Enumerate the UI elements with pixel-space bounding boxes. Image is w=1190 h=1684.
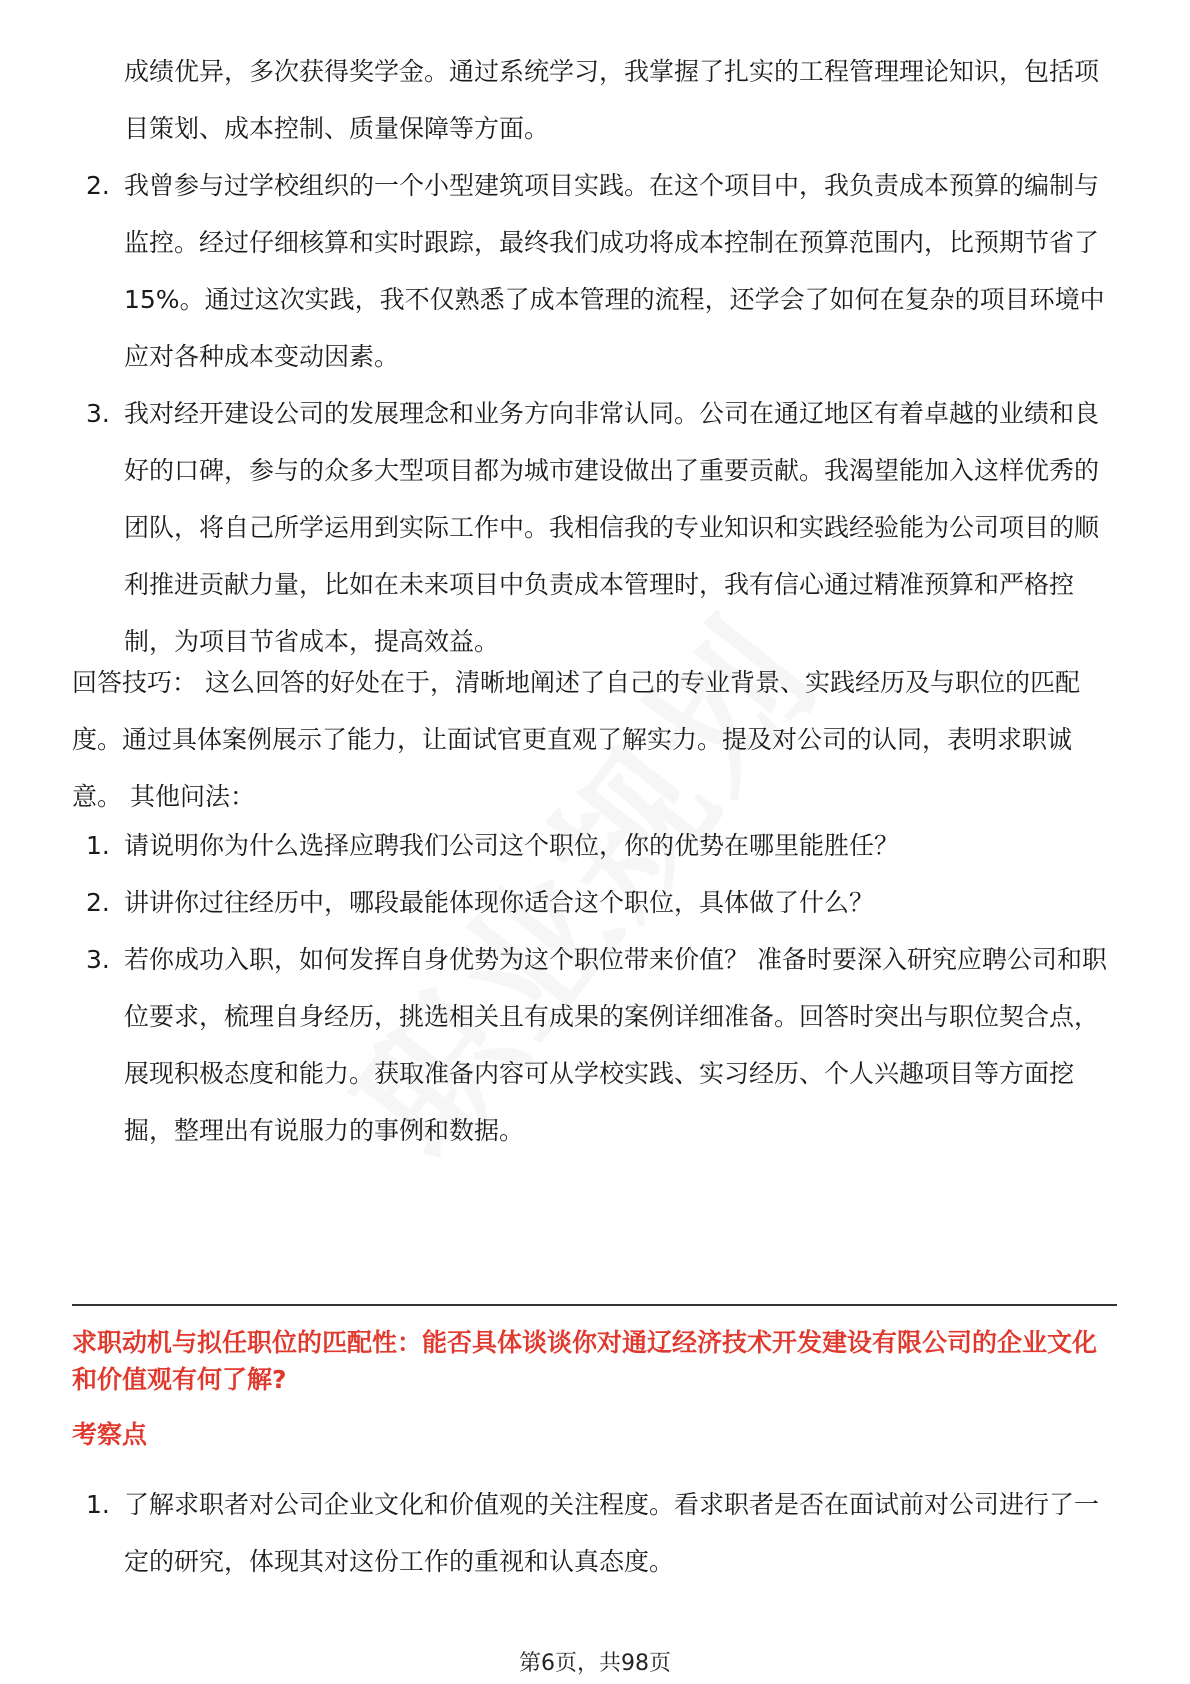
page-footer: 第6页，共98页	[519, 1651, 671, 1676]
exam-points-list	[72, 1476, 1117, 1590]
section-divider	[72, 1304, 1117, 1306]
question-title: 求职动机与拟任职位的匹配性：能否具体谈谈你对通辽经济技术开发建设有限公司的企业文化和价值观有何了解?	[72, 1328, 1098, 1394]
list-number: 2.	[86, 171, 110, 200]
list-text: 讲讲你过往经历中，哪段最能体现你适合这个职位，具体做了什么？	[124, 888, 875, 917]
list-number: 2.	[86, 888, 110, 917]
list-text: 了解求职者对公司企业文化和价值观的关注程度。看求职者是否在面试前对公司进行了一定的研究，体现其对这份工作的重视和认真态度。	[124, 1490, 1100, 1576]
list-item	[72, 817, 1117, 874]
section-label: 考察点	[72, 1420, 148, 1449]
list-text: 我对经开建设公司的发展理念和业务方向非常认同。公司在通辽地区有着卓越的业绩和良好的口碑，参与的众多大型项目都为城市建设做出了重要贡献。我渴望能加入这样优秀的团队，将自己所学运用到实际工作中。我相信我的专业知识和实践经验能为公司项目的顺利推进贡献力量，比如在未来项目中负责成本管理时，我有信心通过精准预算和严格控制，为项目节省成本，提高效益。	[124, 399, 1100, 656]
answer-list	[72, 157, 1117, 670]
list-text: 我曾参与过学校组织的一个小型建筑项目实践。在这个项目中，我负责成本预算的编制与监控。经过仔细核算和实时跟踪，最终我们成功将成本控制在预算范围内，比预期节省了 15%。通过这次实践，我不仅熟悉了成本管理的流程，还学会了如何在复杂的项目环境中应对各种成本变动因素。	[124, 171, 1105, 371]
list-number: 3.	[86, 399, 110, 428]
list-item	[72, 157, 1117, 385]
list-number: 1.	[86, 1490, 110, 1519]
other-questions-list	[72, 817, 1117, 1159]
list-item	[72, 874, 1117, 931]
list-number: 1.	[86, 831, 110, 860]
list-item	[72, 1476, 1117, 1590]
list-text: 请说明你为什么选择应聘我们公司这个职位，你的优势在哪里能胜任？	[124, 831, 900, 860]
list-number: 3.	[86, 945, 110, 974]
continued-paragraph: 成绩优异，多次获得奖学金。通过系统学习，我掌握了扎实的工程管理理论知识，包括项目策划、成本控制、质量保障等方面。	[124, 57, 1100, 143]
list-item	[72, 385, 1117, 670]
list-item	[72, 931, 1117, 1159]
tips-paragraph: 回答技巧： 这么回答的好处在于，清晰地阐述了自己的专业背景、实践经历及与职位的匹配度。通过具体案例展示了能力，让面试官更直观了解实力。提及对公司的认同，表明求职诚意。 其他问法：	[72, 668, 1080, 811]
list-text: 若你成功入职，如何发挥自身优势为这个职位带来价值？ 准备时要深入研究应聘公司和职位要求，梳理自身经历，挑选相关且有成果的案例详细准备。回答时突出与职位契合点，展现积极态度和能力。获取准备内容可从学校实践、实习经历、个人兴趣项目等方面挖掘，整理出有说服力的事例和数据。	[124, 945, 1107, 1145]
